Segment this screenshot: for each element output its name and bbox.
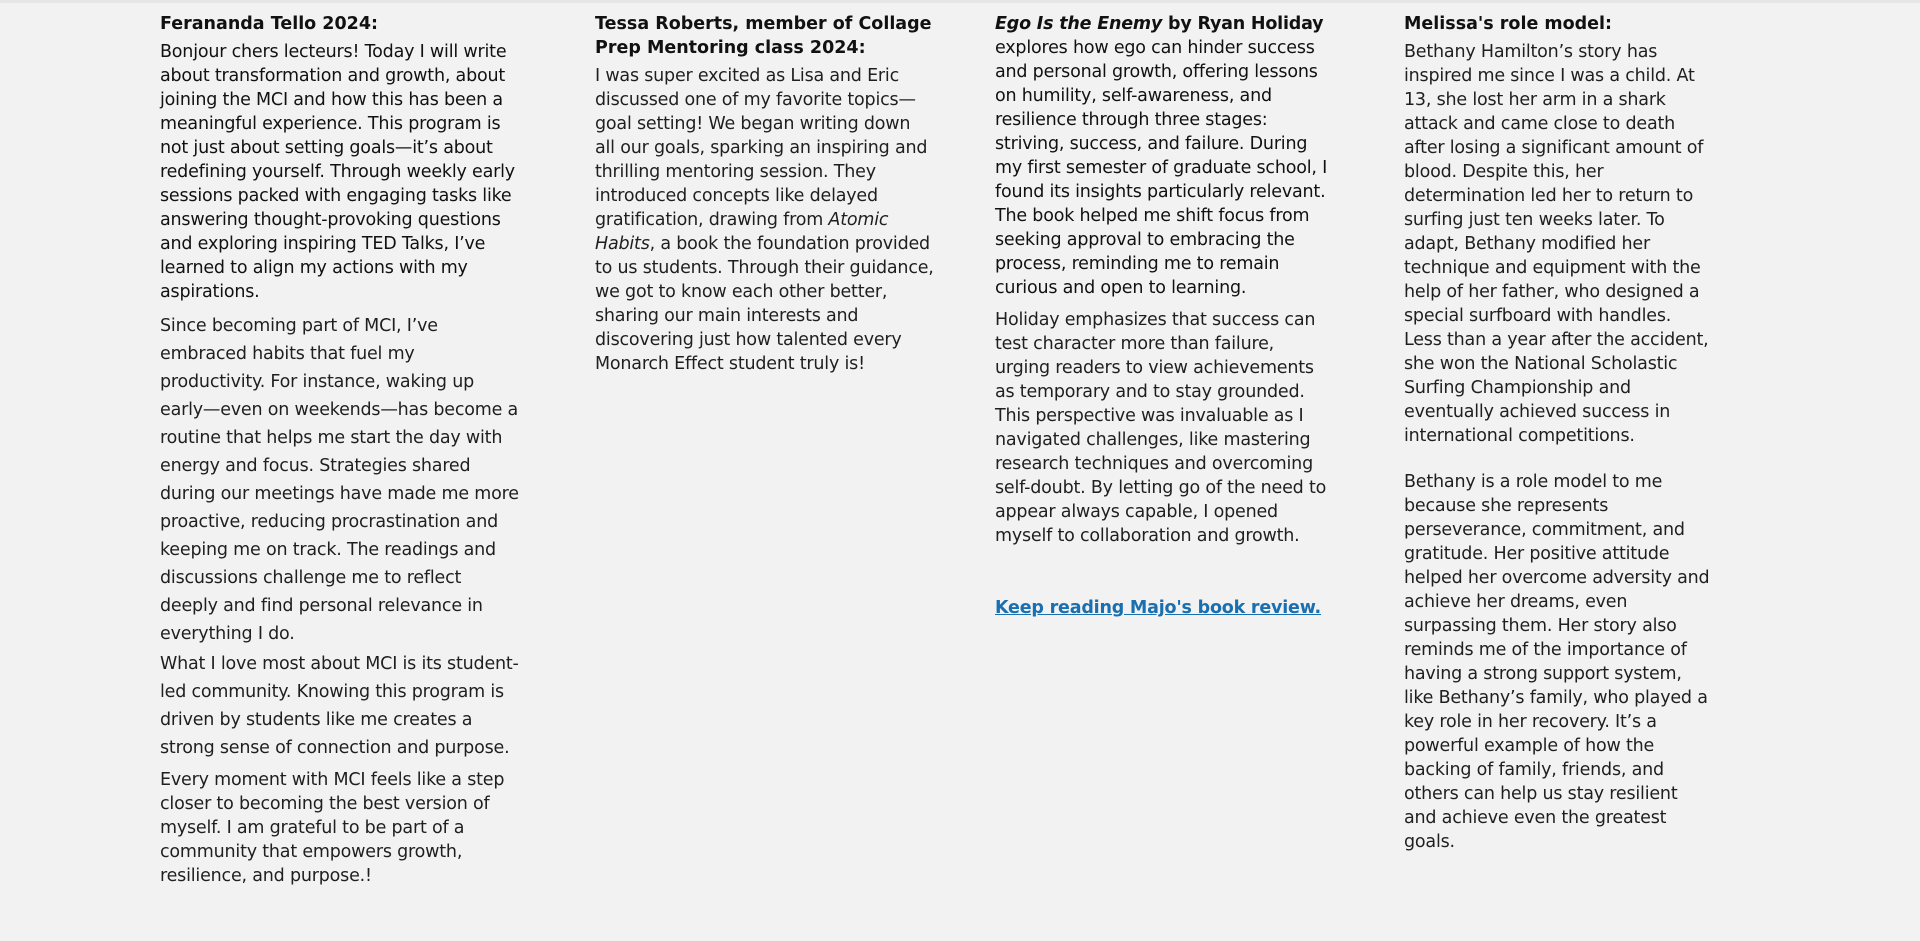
book-review-majo [995, 12, 1330, 620]
book-author: by Ryan Holiday [1162, 14, 1324, 34]
testimonial-paragraph: Bonjour chers lecteurs! Today I will write about transformation and growth, about joining the MCI and how this has been a meaningful experience. This program is not just about setting goals—it’s about redefining yourself. Through weekly early sessions packed with engaging tasks like answering thought-provoking questions and exploring inspiring TED Talks, I’ve learned to align my actions with my aspirations. [160, 42, 515, 302]
testimonial-paragraph: Every moment with MCI feels like a step closer to becoming the best version of myself. I am grateful to be part of a community that empowers growth, resilience, and purpose.! [160, 770, 505, 886]
testimonial-paragraph: Bethany is a role model to me because she represents perseverance, commitment, and gratitude. Her positive attitude helped her overcome adversity and achieve her dreams, even surpassing them. Her story also reminds me of the importance of having a strong support system, like Bethany’s family, who played a key role in her recovery. It’s a powerful example of how the backing of family, friends, and others can help us stay resilient and achieve even the greatest goals. [1404, 472, 1710, 852]
top-divider [0, 0, 1920, 3]
book-title: Ego Is the Enemy [995, 14, 1163, 34]
testimonial-tessa [595, 12, 935, 384]
book-title: Atomic Habits [595, 210, 889, 254]
review-paragraph [995, 12, 1330, 300]
testimonial-fernanda [160, 12, 520, 896]
paragraph-text: , a book the foundation provided to us students. Through their guidance, we got to know each other better, sharing our main interests and discovering just how talented every Monarch Effect student truly is! [595, 234, 934, 374]
role-model-melissa [1404, 12, 1714, 862]
testimonial-paragraph [595, 64, 935, 376]
testimonial-heading: Melissa's role model: [1404, 14, 1613, 34]
paragraph-text: explores how ego can hinder success and personal growth, offering lessons on humility, self-awareness, and resilience through three stages: striving, success, and failure. During my first semester of graduate school, I found its insights particularly relevant. The book helped me shift focus from seeking approval to embracing the process, reminding me to remain curious and open to learning. [995, 38, 1328, 298]
testimonial-heading: Tessa Roberts, member of Collage Prep Mentoring class 2024: [595, 14, 932, 58]
testimonial-paragraph: Since becoming part of MCI, I’ve embraced habits that fuel my productivity. For instance, waking up early—even on weekends—has become a routine that helps me start the day with energy and focus. Strategies shared during our meetings have made me more proactive, reducing procrastination and keeping me on track. The readings and discussions challenge me to reflect deeply and find personal relevance in everything I do. [160, 316, 519, 644]
keep-reading-link[interactable]: Keep reading Majo's book review. [995, 598, 1322, 618]
testimonial-paragraph: What I love most about MCI is its student-led community. Knowing this program is driven by students like me creates a strong sense of connection and purpose. [160, 654, 519, 758]
testimonial-paragraph: Bethany Hamilton’s story has inspired me since I was a child. At 13, she lost her arm in a shark attack and came close to death after losing a significant amount of blood. Despite this, her determination led her to return to surfing just ten weeks later. To adapt, Bethany modified her technique and equipment with the help of her father, who designed a special surfboard with handles. Less than a year after the accident, she won the National Scholastic Surfing Championship and eventually achieved success in international competitions. [1404, 42, 1709, 446]
testimonial-heading: Ferananda Tello 2024: [160, 14, 379, 34]
review-paragraph: Holiday emphasizes that success can test character more than failure, urging readers to view achievements as temporary and to stay grounded. This perspective was invaluable as I navigated challenges, like mastering research techniques and overcoming self-doubt. By letting go of the need to appear always capable, I opened myself to collaboration and growth. [995, 310, 1327, 546]
paragraph-text: I was super excited as Lisa and Eric discussed one of my favorite topics—goal setting! We began writing down all our goals, sparking an inspiring and thrilling mentoring session. They introduced concepts like delayed gratification, drawing from [595, 66, 928, 230]
